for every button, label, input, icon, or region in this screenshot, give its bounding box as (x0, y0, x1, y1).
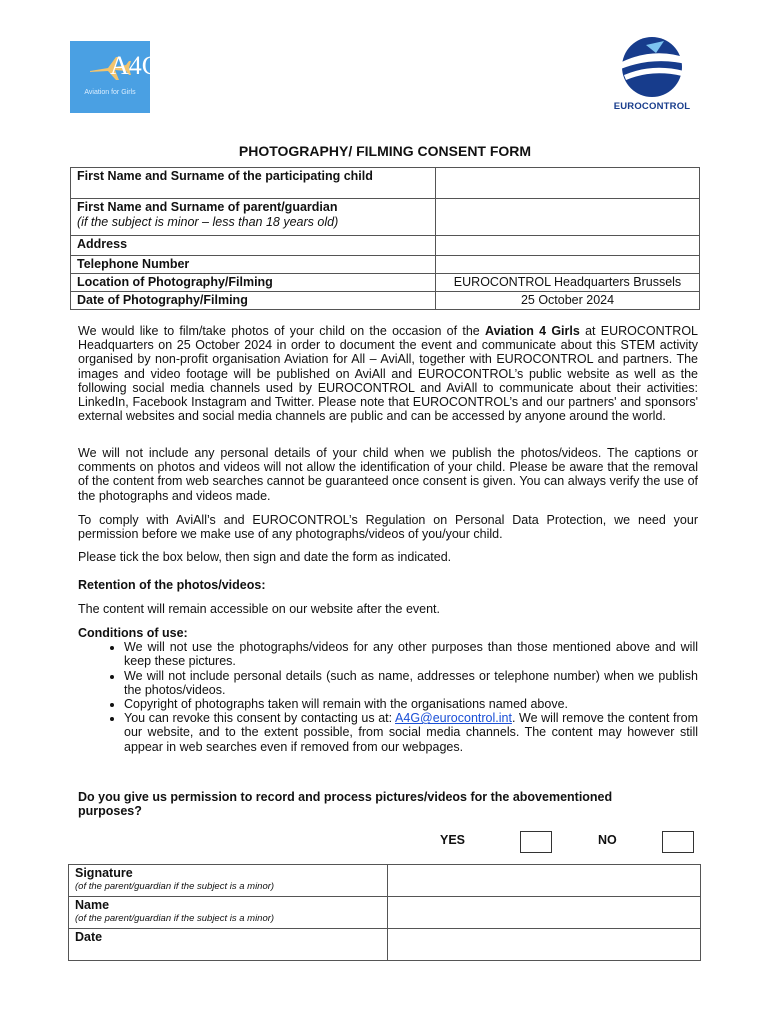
a4g-tagline: Aviation for Girls (84, 89, 136, 96)
revoke-text-a: You can revoke this consent by contacting us at: (124, 711, 396, 726)
yes-label: YES (440, 833, 466, 847)
name-cell (69, 897, 388, 929)
event-name: Aviation 4 Girls (485, 324, 580, 338)
date-cell (69, 929, 388, 961)
intro-text-a: We would like to film/take photos of your child on the occasion of the (78, 324, 485, 338)
signature-note: (of the parent/guardian if the subject is a minor) (75, 881, 275, 892)
retention-heading: Retention of the photos/videos: (78, 578, 266, 592)
signature-table (68, 864, 701, 961)
intro-text-b: at EUROCONTROL Headquarters on 25 October 2024 in order to document the event and communicate about this STEM activity organised by non-profit organisation Aviation for All – AviAll, together with EUROCONTROL and partners. The images and video footage will be published on AviAll and EUROCONTROL’s public website as well as the following social media channels used by EUROCONTROL and AviAll to communicate about their activities: LinkedIn, Facebook Instagram and Twitter. Please note that EUROCONTROL’s and our partners' and sponsors' external websites and social media channels are public and can be accessed by anyone around the world. (78, 324, 698, 424)
parent-name-note: (if the subject is minor – less than 18 years old) (77, 215, 339, 229)
name-label: Name (75, 898, 110, 912)
no-checkbox[interactable] (662, 831, 694, 853)
contact-email-link[interactable]: A4G@eurocontrol.int (395, 711, 512, 726)
eurocontrol-wordmark: EUROCONTROL (613, 101, 691, 112)
signature-date-field[interactable] (388, 929, 701, 961)
participant-info-table (70, 167, 700, 310)
form-title: PHOTOGRAPHY/ FILMING CONSENT FORM (238, 143, 532, 159)
child-name-field[interactable] (436, 168, 700, 199)
conditions-list (78, 640, 698, 754)
regulation-paragraph: To comply with AviAll’s and EUROCONTROL’s Regulation on Personal Data Protection, we need your permission before we make use of any photographs/videos of you/your child. (78, 513, 698, 542)
address-label: Address (71, 236, 436, 256)
parent-name-label: First Name and Surname of parent/guardian (77, 200, 338, 214)
aviation-for-girls-logo (70, 41, 161, 113)
retention-text: The content will remain accessible on our website after the event. (78, 602, 440, 616)
signature-cell (69, 865, 388, 897)
date-value: 25 October 2024 (436, 292, 700, 310)
name-note: (of the parent/guardian if the subject is a minor) (75, 913, 275, 924)
phone-label: Telephone Number (71, 256, 436, 274)
parent-name-field[interactable] (436, 199, 700, 236)
list-item: • We will not include personal details (such as name, addresses or telephone number) when we publish the photos/videos. (124, 669, 698, 697)
signature-field[interactable] (388, 865, 701, 897)
parent-name-cell (71, 199, 436, 236)
yes-checkbox[interactable] (520, 831, 552, 853)
a4g-brand-text: A4G (110, 51, 161, 80)
phone-field[interactable] (436, 256, 700, 274)
signature-label: Signature (75, 866, 133, 880)
revoke-text-b: . We will remove the content from our website, and to the extent possible, from social media channels. The content may however still appear in web searches even if removed from our webpages. (124, 711, 698, 754)
location-value: EUROCONTROL Headquarters Brussels (436, 274, 700, 292)
no-label: NO (598, 833, 617, 847)
list-item: • We will not use the photographs/videos for any other purposes than those mentioned above and will keep these pictures. (124, 640, 698, 668)
signature-date-label: Date (75, 930, 103, 944)
list-item: • Copyright of photographs taken will remain with the organisations named above. (124, 697, 698, 711)
date-label: Date of Photography/Filming (71, 292, 436, 310)
conditions-heading: Conditions of use: (78, 626, 188, 640)
eurocontrol-emblem-icon (606, 35, 698, 99)
intro-paragraph (78, 324, 698, 423)
child-name-label: First Name and Surname of the participating child (71, 168, 436, 199)
eurocontrol-logo (606, 35, 698, 115)
address-field[interactable] (436, 236, 700, 256)
consent-question: Do you give us permission to record and process pictures/videos for the abovementioned purposes? (78, 790, 613, 818)
location-label: Location of Photography/Filming (71, 274, 436, 292)
list-item (124, 711, 698, 754)
name-field[interactable] (388, 897, 701, 929)
privacy-paragraph: We will not include any personal details of your child when we publish the photos/videos. The captions or comments on photos and videos will not allow the identification of your child. Please be aware that the removal of the content from web searches cannot be guaranteed once consent is given. You can always verify the use of the photographs and videos made. (78, 446, 698, 503)
instruction-paragraph: Please tick the box below, then sign and date the form as indicated. (78, 550, 452, 564)
conditions-section (78, 626, 698, 754)
